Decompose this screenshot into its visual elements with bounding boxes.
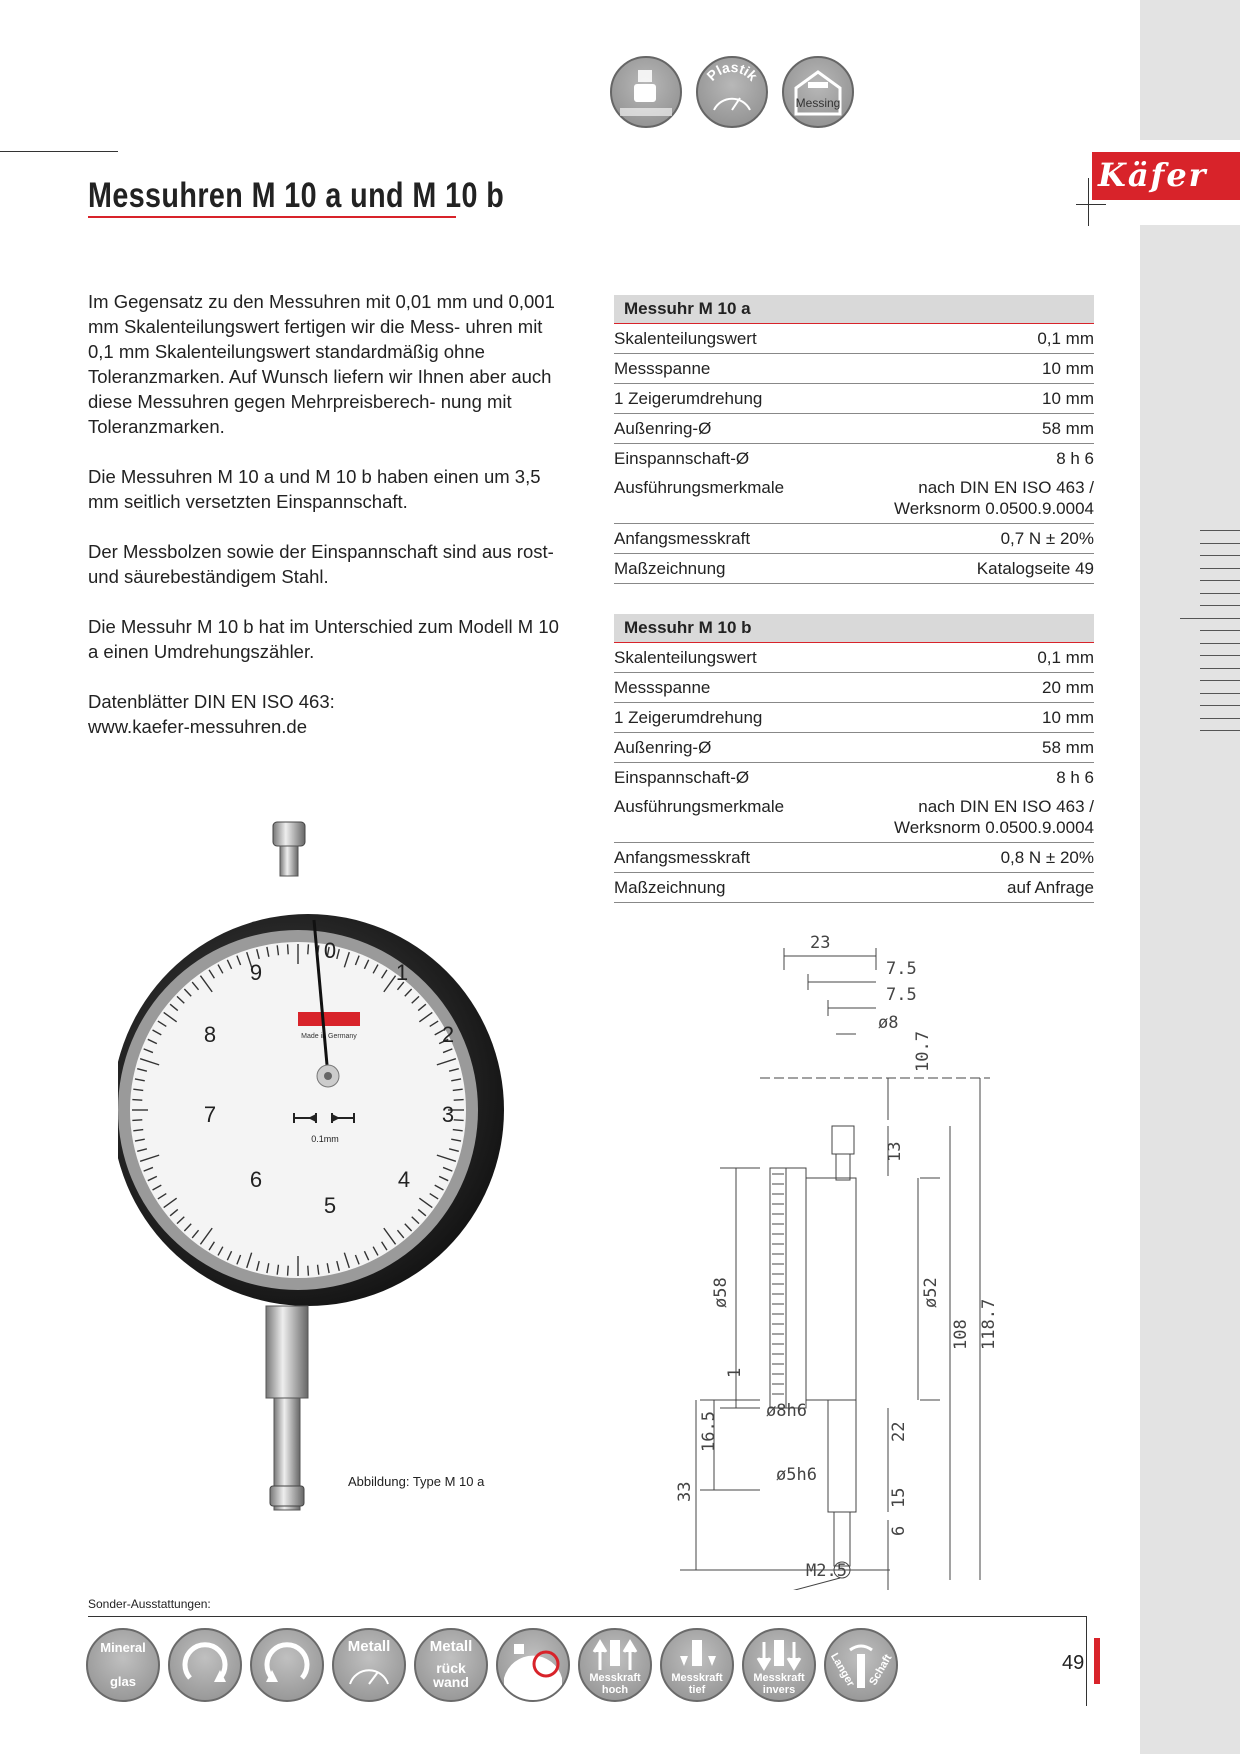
dial-number: 4 [397, 1167, 411, 1192]
dial-tick [132, 1100, 142, 1101]
dim-6: 6 [889, 1525, 909, 1536]
dial-number: 6 [249, 1167, 263, 1192]
bottom-vline [1086, 1616, 1087, 1706]
messkraft-tief-icon: Messkraft tief [660, 1628, 734, 1702]
dim-108: 108 [951, 1319, 971, 1350]
thumb-index-ticks [1200, 530, 1240, 743]
dial-number: 1 [395, 960, 409, 985]
dim-d58: ø58 [711, 1277, 731, 1308]
spec-row: Maßzeichnung auf Anfrage [614, 873, 1094, 903]
dim-23: 23 [810, 933, 831, 953]
metall-icon: Metall [332, 1628, 406, 1702]
dial-tick [132, 1120, 142, 1121]
plastik-icon [696, 56, 768, 128]
intro-paragraph-2: Die Messuhren M 10 a und M 10 b haben einen um 3,5 mm seitlich versetzten Einspannschaft. [88, 466, 541, 512]
dim-7-5-a: 7.5 [886, 959, 917, 979]
option-icons [86, 1628, 916, 1708]
dim-7-5-b: 7.5 [886, 985, 917, 1005]
messing-label: Messing [795, 96, 841, 110]
title-underline [88, 216, 456, 218]
dial-number: 5 [323, 1193, 337, 1218]
dim-33: 33 [675, 1481, 695, 1502]
page-title: Messuhren M 10 a und M 10 b [88, 176, 505, 215]
dial-number: 0 [323, 938, 337, 963]
crop-mark-horizontal [1076, 204, 1106, 205]
website-link[interactable]: www.kaefer-messuhren.de [88, 716, 308, 737]
resolution-label: 0.1mm [311, 1134, 339, 1144]
dim-10-7: 10.7 [913, 1031, 933, 1072]
spec-row: Außenring-Ø 58 mm [614, 733, 1094, 763]
spec-row: Außenring-Ø 58 mm [614, 414, 1094, 444]
intro-paragraph-4: Die Messuhr M 10 b hat im Unterschied zum Modell M 10 a einen Umdrehungszähler. [88, 616, 559, 662]
dial-indicator-icon [610, 56, 682, 128]
dim-15: 15 [889, 1487, 909, 1508]
dial-number: 8 [203, 1022, 217, 1047]
dim-d8h6: ø8h6 [766, 1401, 807, 1421]
photo-caption: Abbildung: Type M 10 a [348, 1474, 485, 1489]
mineralglas-icon: Mineral glas [86, 1628, 160, 1702]
counterclockwise-icon [250, 1628, 324, 1702]
page-number: 49 [1062, 1652, 1085, 1674]
spec-row: Messspanne 10 mm [614, 354, 1094, 384]
red-marking-icon [496, 1628, 570, 1702]
datasheet-label: Datenblätter DIN EN ISO 463: [88, 691, 335, 712]
dimension-drawing [660, 930, 1020, 1590]
metall-rueckwand-icon: Metall rück wand [414, 1628, 488, 1702]
material-icons [606, 54, 856, 130]
dim-d8: ø8 [878, 1013, 899, 1033]
bottom-rule [88, 1616, 1086, 1617]
spec-row: Anfangsmesskraft 0,8 N ± 20% [614, 843, 1094, 873]
spec-table-header: Messuhr M 10 b [614, 614, 1094, 643]
spec-row: Skalenteilungswert 0,1 mm [614, 643, 1094, 673]
spec-row: Ausführungsmerkmale nach DIN EN ISO 463 / Werksnorm 0.0500.9.0004 [614, 473, 1094, 524]
spec-row: Anfangsmesskraft 0,7 N ± 20% [614, 524, 1094, 554]
dial-number: 9 [249, 960, 263, 985]
spec-row: Einspannschaft-Ø 8 h 6 [614, 768, 1094, 787]
page-marker-bar [1094, 1638, 1100, 1684]
spec-row: Maßzeichnung Katalogseite 49 [614, 554, 1094, 584]
messkraft-invers-icon: Messkraft invers [742, 1628, 816, 1702]
messkraft-hoch-icon: Messkraft hoch [578, 1628, 652, 1702]
spec-row: Ausführungsmerkmale nach DIN EN ISO 463 / Werksnorm 0.0500.9.0004 [614, 792, 1094, 843]
spec-row: 1 Zeigerumdrehung 10 mm [614, 703, 1094, 733]
sonder-ausstattungen-label: Sonder-Ausstattungen: [88, 1597, 211, 1611]
dim-16-5: 16.5 [699, 1411, 719, 1452]
kaefer-logo: Käfer [1098, 156, 1208, 194]
clockwise-icon [168, 1628, 242, 1702]
crop-mark-vertical [1088, 178, 1089, 226]
svg-text:Plastik: Plastik [703, 58, 761, 84]
messing-icon [782, 56, 854, 128]
dial-number: 3 [441, 1102, 455, 1127]
made-in-germany: Made in Germany [301, 1033, 357, 1040]
dial-tick [308, 1266, 309, 1276]
spec-row: Skalenteilungswert 0,1 mm [614, 324, 1094, 354]
dial-tick [288, 944, 289, 954]
spec-table-header: Messuhr M 10 a [614, 295, 1094, 324]
dial-number: 7 [203, 1102, 217, 1127]
spec-row: 1 Zeigerumdrehung 10 mm [614, 384, 1094, 414]
spec-table-m10b [614, 614, 1094, 903]
dial-tick [454, 1100, 464, 1101]
dial-tick [288, 1266, 289, 1276]
dim-13: 13 [885, 1141, 905, 1162]
right-margin-band [1140, 0, 1240, 1754]
spec-table-m10a [614, 295, 1094, 584]
dial-indicator-photo [118, 780, 548, 1530]
spec-row: Einspannschaft-Ø 8 h 6 [614, 449, 1094, 468]
dim-m2-5: M2.5 [806, 1561, 847, 1581]
intro-paragraph-3: Der Messbolzen sowie der Einspannschaft sind aus rost- und säurebeständigem Stahl. [88, 541, 554, 587]
langer-schaft-icon: Langer Schaft [824, 1628, 898, 1702]
dial-tick [308, 944, 309, 954]
dim-1: 1 [725, 1367, 745, 1378]
dim-22: 22 [889, 1421, 909, 1442]
top-rule [0, 151, 118, 152]
dim-d5h6: ø5h6 [776, 1465, 817, 1485]
dim-118-7: 118.7 [979, 1298, 999, 1350]
intro-paragraph-5 [88, 689, 568, 739]
dim-d52: ø52 [921, 1277, 941, 1308]
dial-tick [454, 1120, 464, 1121]
dial-number: 2 [441, 1022, 455, 1047]
intro-paragraph-1: Im Gegensatz zu den Messuhren mit 0,01 mm und 0,001 mm Skalenteilungswert fertigen wir die Mess- uhren mit 0,1 mm Skalenteilungswert standardmäßig ohne Toleranzmarken. Auf Wunsch liefern wir Ihnen aber auch diese Messuhren gegen Mehrpreisberech- nung mit Toleranzmarken. [88, 291, 555, 437]
spec-row: Messspanne 20 mm [614, 673, 1094, 703]
